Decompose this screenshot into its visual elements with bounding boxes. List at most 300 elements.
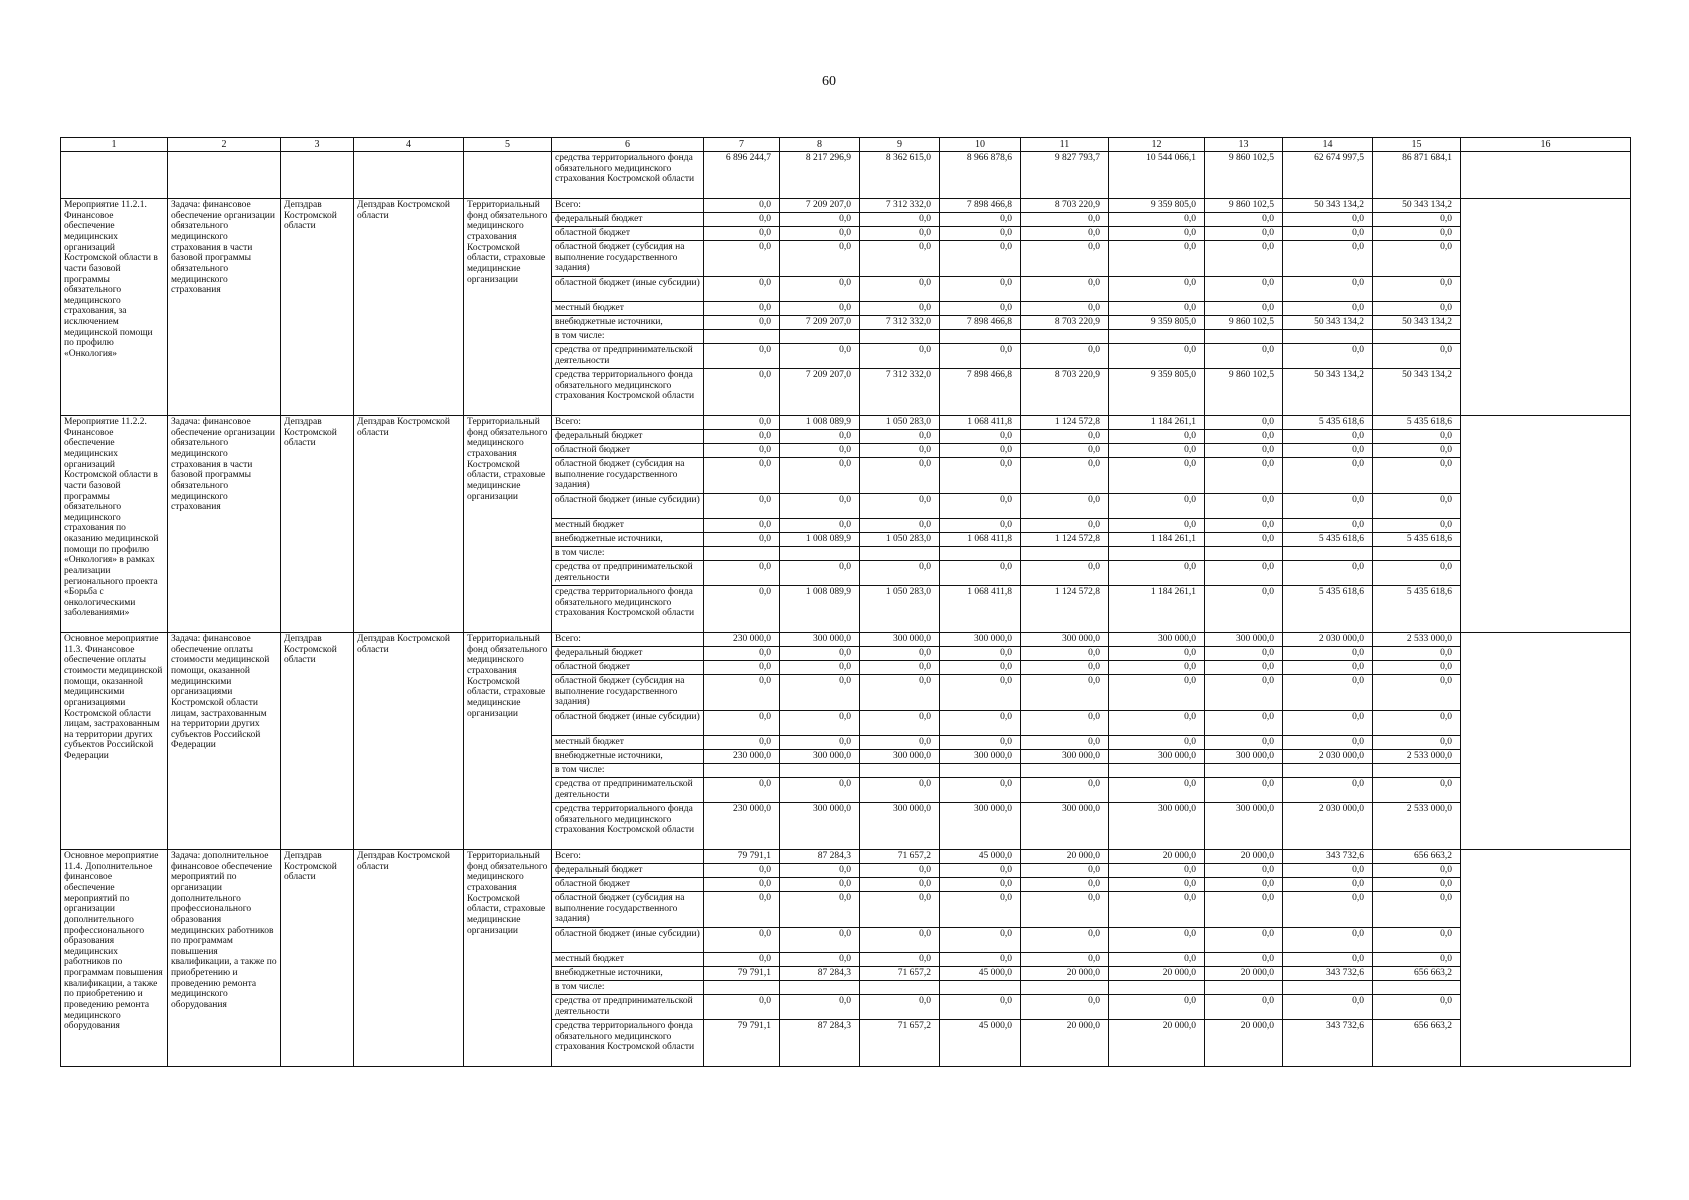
value-cell: 2 030 000,0 <box>1283 633 1373 647</box>
value-cell: 0,0 <box>780 778 860 803</box>
value-cell: 0,0 <box>704 227 780 241</box>
value-cell: 0,0 <box>940 344 1021 369</box>
value-cell <box>1109 764 1205 778</box>
value-cell: 0,0 <box>940 227 1021 241</box>
value-cell: 71 657,2 <box>860 967 940 981</box>
value-cell: 300 000,0 <box>1109 803 1205 850</box>
row-label: местный бюджет <box>552 953 704 967</box>
value-cell: 0,0 <box>780 227 860 241</box>
value-cell: 0,0 <box>704 344 780 369</box>
value-cell: 0,0 <box>860 647 940 661</box>
value-cell: 45 000,0 <box>940 850 1021 864</box>
value-cell: 0,0 <box>1109 736 1205 750</box>
value-cell: 79 791,1 <box>704 850 780 864</box>
value-cell: 0,0 <box>1373 661 1461 675</box>
value-cell: 0,0 <box>704 430 780 444</box>
value-cell: 1 184 261,1 <box>1109 533 1205 547</box>
value-cell: 0,0 <box>1283 647 1373 661</box>
value-cell <box>704 547 780 561</box>
value-cell: 0,0 <box>704 277 780 302</box>
value-cell: 1 068 411,8 <box>940 586 1021 633</box>
value-cell: 300 000,0 <box>940 803 1021 850</box>
value-cell: 0,0 <box>704 533 780 547</box>
value-cell: 0,0 <box>1205 928 1283 953</box>
value-cell: 87 284,3 <box>780 850 860 864</box>
task-cell: Задача: финансовое обеспечение организации обязательного медицинского страхования в части базовой программы обязательного медицинского страхования <box>168 199 281 416</box>
value-cell: 343 732,6 <box>1283 967 1373 981</box>
row-label: Всего: <box>552 850 704 864</box>
value-cell: 343 732,6 <box>1283 850 1373 864</box>
row-label: внебюджетные источники, <box>552 750 704 764</box>
value-cell: 9 827 793,7 <box>1021 152 1109 199</box>
partner-cell: Территориальный фонд обязательного медицинского страхования Костромской области, страховые медицинские организации <box>464 416 552 633</box>
value-cell <box>780 330 860 344</box>
row-label: средства от предпринимательской деятельности <box>552 778 704 803</box>
value-cell: 0,0 <box>1021 227 1109 241</box>
value-cell: 1 124 572,8 <box>1021 586 1109 633</box>
value-cell: 0,0 <box>780 561 860 586</box>
value-cell: 0,0 <box>860 277 940 302</box>
column-number: 12 <box>1109 138 1205 152</box>
column-number: 16 <box>1461 138 1631 152</box>
value-cell: 7 209 207,0 <box>780 199 860 213</box>
value-cell: 0,0 <box>940 878 1021 892</box>
value-cell: 0,0 <box>1021 302 1109 316</box>
table-row <box>61 199 1631 213</box>
row-label: средства от предпринимательской деятельности <box>552 344 704 369</box>
value-cell: 0,0 <box>1205 711 1283 736</box>
value-cell: 0,0 <box>1021 647 1109 661</box>
value-cell: 0,0 <box>780 711 860 736</box>
value-cell: 0,0 <box>1205 995 1283 1020</box>
value-cell: 0,0 <box>780 519 860 533</box>
column-number: 9 <box>860 138 940 152</box>
value-cell: 300 000,0 <box>780 750 860 764</box>
value-cell: 50 343 134,2 <box>1283 369 1373 416</box>
value-cell: 0,0 <box>1205 586 1283 633</box>
value-cell: 0,0 <box>860 778 940 803</box>
row-label: в том числе: <box>552 981 704 995</box>
value-cell: 0,0 <box>940 675 1021 711</box>
value-cell: 0,0 <box>1021 561 1109 586</box>
value-cell: 1 008 089,9 <box>780 533 860 547</box>
coexecutor-cell: Депздрав Костромской области <box>354 850 464 1067</box>
value-cell: 0,0 <box>704 494 780 519</box>
value-cell: 5 435 618,6 <box>1283 533 1373 547</box>
column-number: 6 <box>552 138 704 152</box>
value-cell <box>860 981 940 995</box>
value-cell <box>1373 764 1461 778</box>
value-cell: 300 000,0 <box>1205 750 1283 764</box>
value-cell: 0,0 <box>1283 227 1373 241</box>
value-cell <box>1373 981 1461 995</box>
value-cell: 0,0 <box>780 302 860 316</box>
value-cell: 0,0 <box>860 892 940 928</box>
value-cell: 0,0 <box>1373 227 1461 241</box>
value-cell: 0,0 <box>1283 778 1373 803</box>
measure-cell: Основное мероприятие 11.4. Дополнительное финансовое обеспечение мероприятий по организации дополнительного профессионального образования медицинских работников по программам повышения квалификации, а также по приобретению и проведению ремонта медицинского оборудования <box>61 850 168 1067</box>
value-cell <box>1373 547 1461 561</box>
task-cell: Задача: финансовое обеспечение оплаты стоимости медицинской помощи, оказанной медицинскими организациями Костромской области лицам, застрахованным на территории других субъектов Российской Федерации <box>168 633 281 850</box>
value-cell <box>1205 981 1283 995</box>
value-cell: 300 000,0 <box>1205 803 1283 850</box>
value-cell <box>780 764 860 778</box>
value-cell <box>1021 764 1109 778</box>
value-cell: 7 209 207,0 <box>780 369 860 416</box>
value-cell: 0,0 <box>704 458 780 494</box>
value-cell: 300 000,0 <box>1205 633 1283 647</box>
value-cell: 300 000,0 <box>1109 750 1205 764</box>
value-cell: 0,0 <box>1205 277 1283 302</box>
value-cell: 0,0 <box>860 344 940 369</box>
page-number: 60 <box>822 74 836 89</box>
value-cell <box>860 330 940 344</box>
value-cell: 9 860 102,5 <box>1205 199 1283 213</box>
value-cell: 0,0 <box>704 213 780 227</box>
row-label: в том числе: <box>552 547 704 561</box>
value-cell: 0,0 <box>860 561 940 586</box>
value-cell: 0,0 <box>1109 928 1205 953</box>
value-cell: 9 359 805,0 <box>1109 316 1205 330</box>
value-cell: 0,0 <box>1021 928 1109 953</box>
value-cell: 50 343 134,2 <box>1373 199 1461 213</box>
row-label: средства территориального фонда обязательного медицинского страхования Костромской области <box>552 803 704 850</box>
value-cell: 0,0 <box>780 892 860 928</box>
value-cell: 0,0 <box>860 430 940 444</box>
value-cell: 0,0 <box>1373 878 1461 892</box>
value-cell: 1 008 089,9 <box>780 416 860 430</box>
value-cell: 0,0 <box>1109 430 1205 444</box>
value-cell <box>940 330 1021 344</box>
value-cell: 0,0 <box>1373 778 1461 803</box>
value-cell: 0,0 <box>1109 675 1205 711</box>
value-cell: 7 898 466,8 <box>940 199 1021 213</box>
value-cell: 0,0 <box>1021 892 1109 928</box>
value-cell: 1 184 261,1 <box>1109 586 1205 633</box>
col16-cell <box>1461 416 1631 633</box>
value-cell <box>1283 330 1373 344</box>
value-cell: 0,0 <box>1205 344 1283 369</box>
value-cell: 0,0 <box>1109 213 1205 227</box>
value-cell: 0,0 <box>1109 661 1205 675</box>
value-cell: 300 000,0 <box>780 633 860 647</box>
value-cell <box>1283 764 1373 778</box>
value-cell: 0,0 <box>1373 444 1461 458</box>
value-cell: 0,0 <box>860 519 940 533</box>
value-cell: 0,0 <box>860 661 940 675</box>
value-cell: 0,0 <box>1283 711 1373 736</box>
value-cell: 0,0 <box>1021 953 1109 967</box>
value-cell: 656 663,2 <box>1373 850 1461 864</box>
value-cell: 300 000,0 <box>860 633 940 647</box>
value-cell: 0,0 <box>1021 241 1109 277</box>
value-cell: 0,0 <box>940 561 1021 586</box>
value-cell: 0,0 <box>1373 519 1461 533</box>
value-cell: 0,0 <box>860 953 940 967</box>
value-cell: 0,0 <box>1373 647 1461 661</box>
value-cell: 0,0 <box>1283 494 1373 519</box>
value-cell: 0,0 <box>1373 711 1461 736</box>
value-cell: 0,0 <box>1109 241 1205 277</box>
row-label: областной бюджет (субсидия на выполнение государственного задания) <box>552 458 704 494</box>
value-cell: 0,0 <box>780 995 860 1020</box>
column-number: 3 <box>281 138 354 152</box>
value-cell: 0,0 <box>780 277 860 302</box>
value-cell: 0,0 <box>704 416 780 430</box>
value-cell: 0,0 <box>1373 995 1461 1020</box>
value-cell: 2 533 000,0 <box>1373 750 1461 764</box>
value-cell: 0,0 <box>1109 878 1205 892</box>
value-cell: 0,0 <box>860 444 940 458</box>
value-cell: 0,0 <box>1021 864 1109 878</box>
task-cell: Задача: дополнительное финансовое обеспечение мероприятий по организации дополнительного профессионального образования медицинских работников по программам повышения квалификации, а также по приобретению и проведению ремонта медицинского оборудования <box>168 850 281 1067</box>
value-cell: 0,0 <box>1021 995 1109 1020</box>
coexecutor-cell: Депздрав Костромской области <box>354 633 464 850</box>
value-cell: 0,0 <box>860 711 940 736</box>
column-number: 1 <box>61 138 168 152</box>
row-label: в том числе: <box>552 330 704 344</box>
task-cell: Задача: финансовое обеспечение организации обязательного медицинского страхования в части базовой программы обязательного медицинского страхования <box>168 416 281 633</box>
column-number: 13 <box>1205 138 1283 152</box>
value-cell: 50 343 134,2 <box>1283 199 1373 213</box>
value-cell: 300 000,0 <box>940 750 1021 764</box>
value-cell: 8 217 296,9 <box>780 152 860 199</box>
value-cell: 300 000,0 <box>940 633 1021 647</box>
measure-cell: Мероприятие 11.2.1. Финансовое обеспечение медицинских организаций Костромской области в части базовой программы обязательного медицинского страхования, за исключением медицинской помощи по профилю «Онкология» <box>61 199 168 416</box>
row-label: внебюджетные источники, <box>552 967 704 981</box>
value-cell: 0,0 <box>1283 302 1373 316</box>
value-cell <box>704 330 780 344</box>
value-cell: 0,0 <box>940 444 1021 458</box>
value-cell: 0,0 <box>1109 444 1205 458</box>
value-cell: 0,0 <box>1283 928 1373 953</box>
value-cell: 0,0 <box>1205 533 1283 547</box>
value-cell <box>1109 330 1205 344</box>
value-cell: 230 000,0 <box>704 803 780 850</box>
value-cell: 0,0 <box>860 928 940 953</box>
row-label: областной бюджет <box>552 444 704 458</box>
value-cell: 0,0 <box>860 736 940 750</box>
value-cell: 0,0 <box>1373 892 1461 928</box>
value-cell: 0,0 <box>940 494 1021 519</box>
value-cell: 656 663,2 <box>1373 1020 1461 1067</box>
value-cell: 20 000,0 <box>1021 850 1109 864</box>
value-cell: 0,0 <box>1283 736 1373 750</box>
value-cell: 0,0 <box>780 661 860 675</box>
value-cell <box>1021 547 1109 561</box>
value-cell: 0,0 <box>1283 430 1373 444</box>
value-cell: 0,0 <box>1373 430 1461 444</box>
value-cell: 7 312 332,0 <box>860 199 940 213</box>
value-cell: 0,0 <box>940 458 1021 494</box>
value-cell: 0,0 <box>940 519 1021 533</box>
value-cell: 0,0 <box>1283 344 1373 369</box>
row-label: внебюджетные источники, <box>552 533 704 547</box>
value-cell: 0,0 <box>1283 878 1373 892</box>
value-cell: 1 184 261,1 <box>1109 416 1205 430</box>
value-cell: 0,0 <box>1373 213 1461 227</box>
value-cell: 0,0 <box>1373 458 1461 494</box>
row-label: Всего: <box>552 416 704 430</box>
value-cell: 2 030 000,0 <box>1283 750 1373 764</box>
value-cell: 0,0 <box>1109 778 1205 803</box>
value-cell: 0,0 <box>1021 736 1109 750</box>
value-cell: 0,0 <box>1021 661 1109 675</box>
value-cell: 0,0 <box>780 458 860 494</box>
row-label: средства территориального фонда обязательного медицинского страхования Костромской области <box>552 1020 704 1067</box>
value-cell: 0,0 <box>860 864 940 878</box>
column-number: 14 <box>1283 138 1373 152</box>
value-cell: 0,0 <box>1283 444 1373 458</box>
value-cell: 0,0 <box>1283 953 1373 967</box>
value-cell: 8 966 878,6 <box>940 152 1021 199</box>
table-row <box>61 416 1631 430</box>
value-cell: 7 312 332,0 <box>860 369 940 416</box>
value-cell: 0,0 <box>1109 494 1205 519</box>
value-cell: 0,0 <box>940 736 1021 750</box>
value-cell <box>1205 330 1283 344</box>
row-label: средства территориального фонда обязательного медицинского страхования Костромской области <box>552 369 704 416</box>
value-cell: 0,0 <box>780 953 860 967</box>
value-cell: 300 000,0 <box>860 803 940 850</box>
value-cell: 0,0 <box>704 711 780 736</box>
value-cell: 0,0 <box>780 494 860 519</box>
column-number-row <box>61 138 1631 152</box>
value-cell <box>860 764 940 778</box>
value-cell: 0,0 <box>1109 953 1205 967</box>
value-cell: 50 343 134,2 <box>1373 316 1461 330</box>
row-label: в том числе: <box>552 764 704 778</box>
value-cell: 0,0 <box>1283 864 1373 878</box>
value-cell: 0,0 <box>704 302 780 316</box>
value-cell: 0,0 <box>704 864 780 878</box>
value-cell: 9 860 102,5 <box>1205 369 1283 416</box>
value-cell: 0,0 <box>1283 561 1373 586</box>
value-cell: 0,0 <box>1373 241 1461 277</box>
value-cell: 0,0 <box>780 878 860 892</box>
value-cell: 0,0 <box>780 344 860 369</box>
column-number: 5 <box>464 138 552 152</box>
column-number: 7 <box>704 138 780 152</box>
value-cell: 0,0 <box>1021 213 1109 227</box>
value-cell <box>860 547 940 561</box>
value-cell: 0,0 <box>704 778 780 803</box>
responsible-cell: Депздрав Костромской области <box>281 850 354 1067</box>
responsible-cell: Депздрав Костромской области <box>281 199 354 416</box>
value-cell: 8 362 615,0 <box>860 152 940 199</box>
value-cell: 79 791,1 <box>704 967 780 981</box>
row-label: Всего: <box>552 633 704 647</box>
value-cell: 0,0 <box>704 561 780 586</box>
value-cell: 0,0 <box>1205 458 1283 494</box>
value-cell: 0,0 <box>704 241 780 277</box>
value-cell: 0,0 <box>780 430 860 444</box>
value-cell: 0,0 <box>1021 878 1109 892</box>
value-cell: 0,0 <box>704 316 780 330</box>
value-cell: 0,0 <box>704 892 780 928</box>
value-cell: 20 000,0 <box>1109 850 1205 864</box>
value-cell: 0,0 <box>1109 458 1205 494</box>
partner-cell: Территориальный фонд обязательного медицинского страхования Костромской области, страховые медицинские организации <box>464 850 552 1067</box>
value-cell: 0,0 <box>1205 647 1283 661</box>
row-label: внебюджетные источники, <box>552 316 704 330</box>
row-label: областной бюджет (иные субсидии) <box>552 711 704 736</box>
value-cell: 0,0 <box>940 711 1021 736</box>
value-cell: 0,0 <box>1373 864 1461 878</box>
value-cell: 230 000,0 <box>704 750 780 764</box>
row-label: областной бюджет (иные субсидии) <box>552 277 704 302</box>
value-cell: 0,0 <box>1205 878 1283 892</box>
value-cell: 0,0 <box>860 213 940 227</box>
value-cell: 0,0 <box>704 199 780 213</box>
value-cell: 0,0 <box>860 878 940 892</box>
column-number: 8 <box>780 138 860 152</box>
value-cell: 0,0 <box>860 494 940 519</box>
value-cell: 2 533 000,0 <box>1373 803 1461 850</box>
value-cell <box>1205 764 1283 778</box>
value-cell: 300 000,0 <box>860 750 940 764</box>
value-cell: 0,0 <box>1021 344 1109 369</box>
value-cell: 7 209 207,0 <box>780 316 860 330</box>
row-label: областной бюджет (иные субсидии) <box>552 928 704 953</box>
value-cell: 0,0 <box>1109 647 1205 661</box>
coexecutor-cell: Депздрав Костромской области <box>354 199 464 416</box>
value-cell: 0,0 <box>1205 892 1283 928</box>
value-cell: 0,0 <box>1205 953 1283 967</box>
value-cell: 0,0 <box>1373 302 1461 316</box>
value-cell: 8 703 220,9 <box>1021 199 1109 213</box>
value-cell: 0,0 <box>940 213 1021 227</box>
value-cell: 230 000,0 <box>704 633 780 647</box>
value-cell <box>940 764 1021 778</box>
value-cell: 0,0 <box>1205 494 1283 519</box>
value-cell: 0,0 <box>1373 736 1461 750</box>
budget-table <box>60 137 1631 1067</box>
value-cell: 8 703 220,9 <box>1021 316 1109 330</box>
top-row <box>61 152 1631 199</box>
value-cell: 0,0 <box>1205 302 1283 316</box>
value-cell: 0,0 <box>1205 227 1283 241</box>
value-cell: 0,0 <box>1373 494 1461 519</box>
value-cell: 10 544 066,1 <box>1109 152 1205 199</box>
value-cell: 0,0 <box>704 444 780 458</box>
value-cell: 0,0 <box>1205 430 1283 444</box>
value-cell: 2 030 000,0 <box>1283 803 1373 850</box>
value-cell: 87 284,3 <box>780 967 860 981</box>
value-cell: 0,0 <box>1109 892 1205 928</box>
value-cell: 0,0 <box>1109 302 1205 316</box>
value-cell: 87 284,3 <box>780 1020 860 1067</box>
value-cell: 0,0 <box>1205 444 1283 458</box>
value-cell: 50 343 134,2 <box>1373 369 1461 416</box>
value-cell: 0,0 <box>1205 778 1283 803</box>
value-cell: 0,0 <box>1021 494 1109 519</box>
value-cell: 0,0 <box>780 647 860 661</box>
value-cell: 0,0 <box>1021 519 1109 533</box>
row-label: средства территориального фонда обязательного медицинского страхования Костромской области <box>552 152 704 199</box>
value-cell: 0,0 <box>1283 458 1373 494</box>
value-cell: 0,0 <box>940 953 1021 967</box>
row-label: федеральный бюджет <box>552 647 704 661</box>
value-cell: 5 435 618,6 <box>1283 416 1373 430</box>
row-label: областной бюджет <box>552 227 704 241</box>
value-cell: 1 050 283,0 <box>860 416 940 430</box>
measure-cell: Мероприятие 11.2.2. Финансовое обеспечение медицинских организаций Костромской области в части базовой программы обязательного медицинского страхования по оказанию медицинской помощи по профилю «Онкология» в рамках реализации регионального проекта «Борьба с онкологическими заболеваниями» <box>61 416 168 633</box>
col16-cell <box>1461 850 1631 1067</box>
value-cell: 62 674 997,5 <box>1283 152 1373 199</box>
value-cell <box>1283 981 1373 995</box>
value-cell: 0,0 <box>940 995 1021 1020</box>
